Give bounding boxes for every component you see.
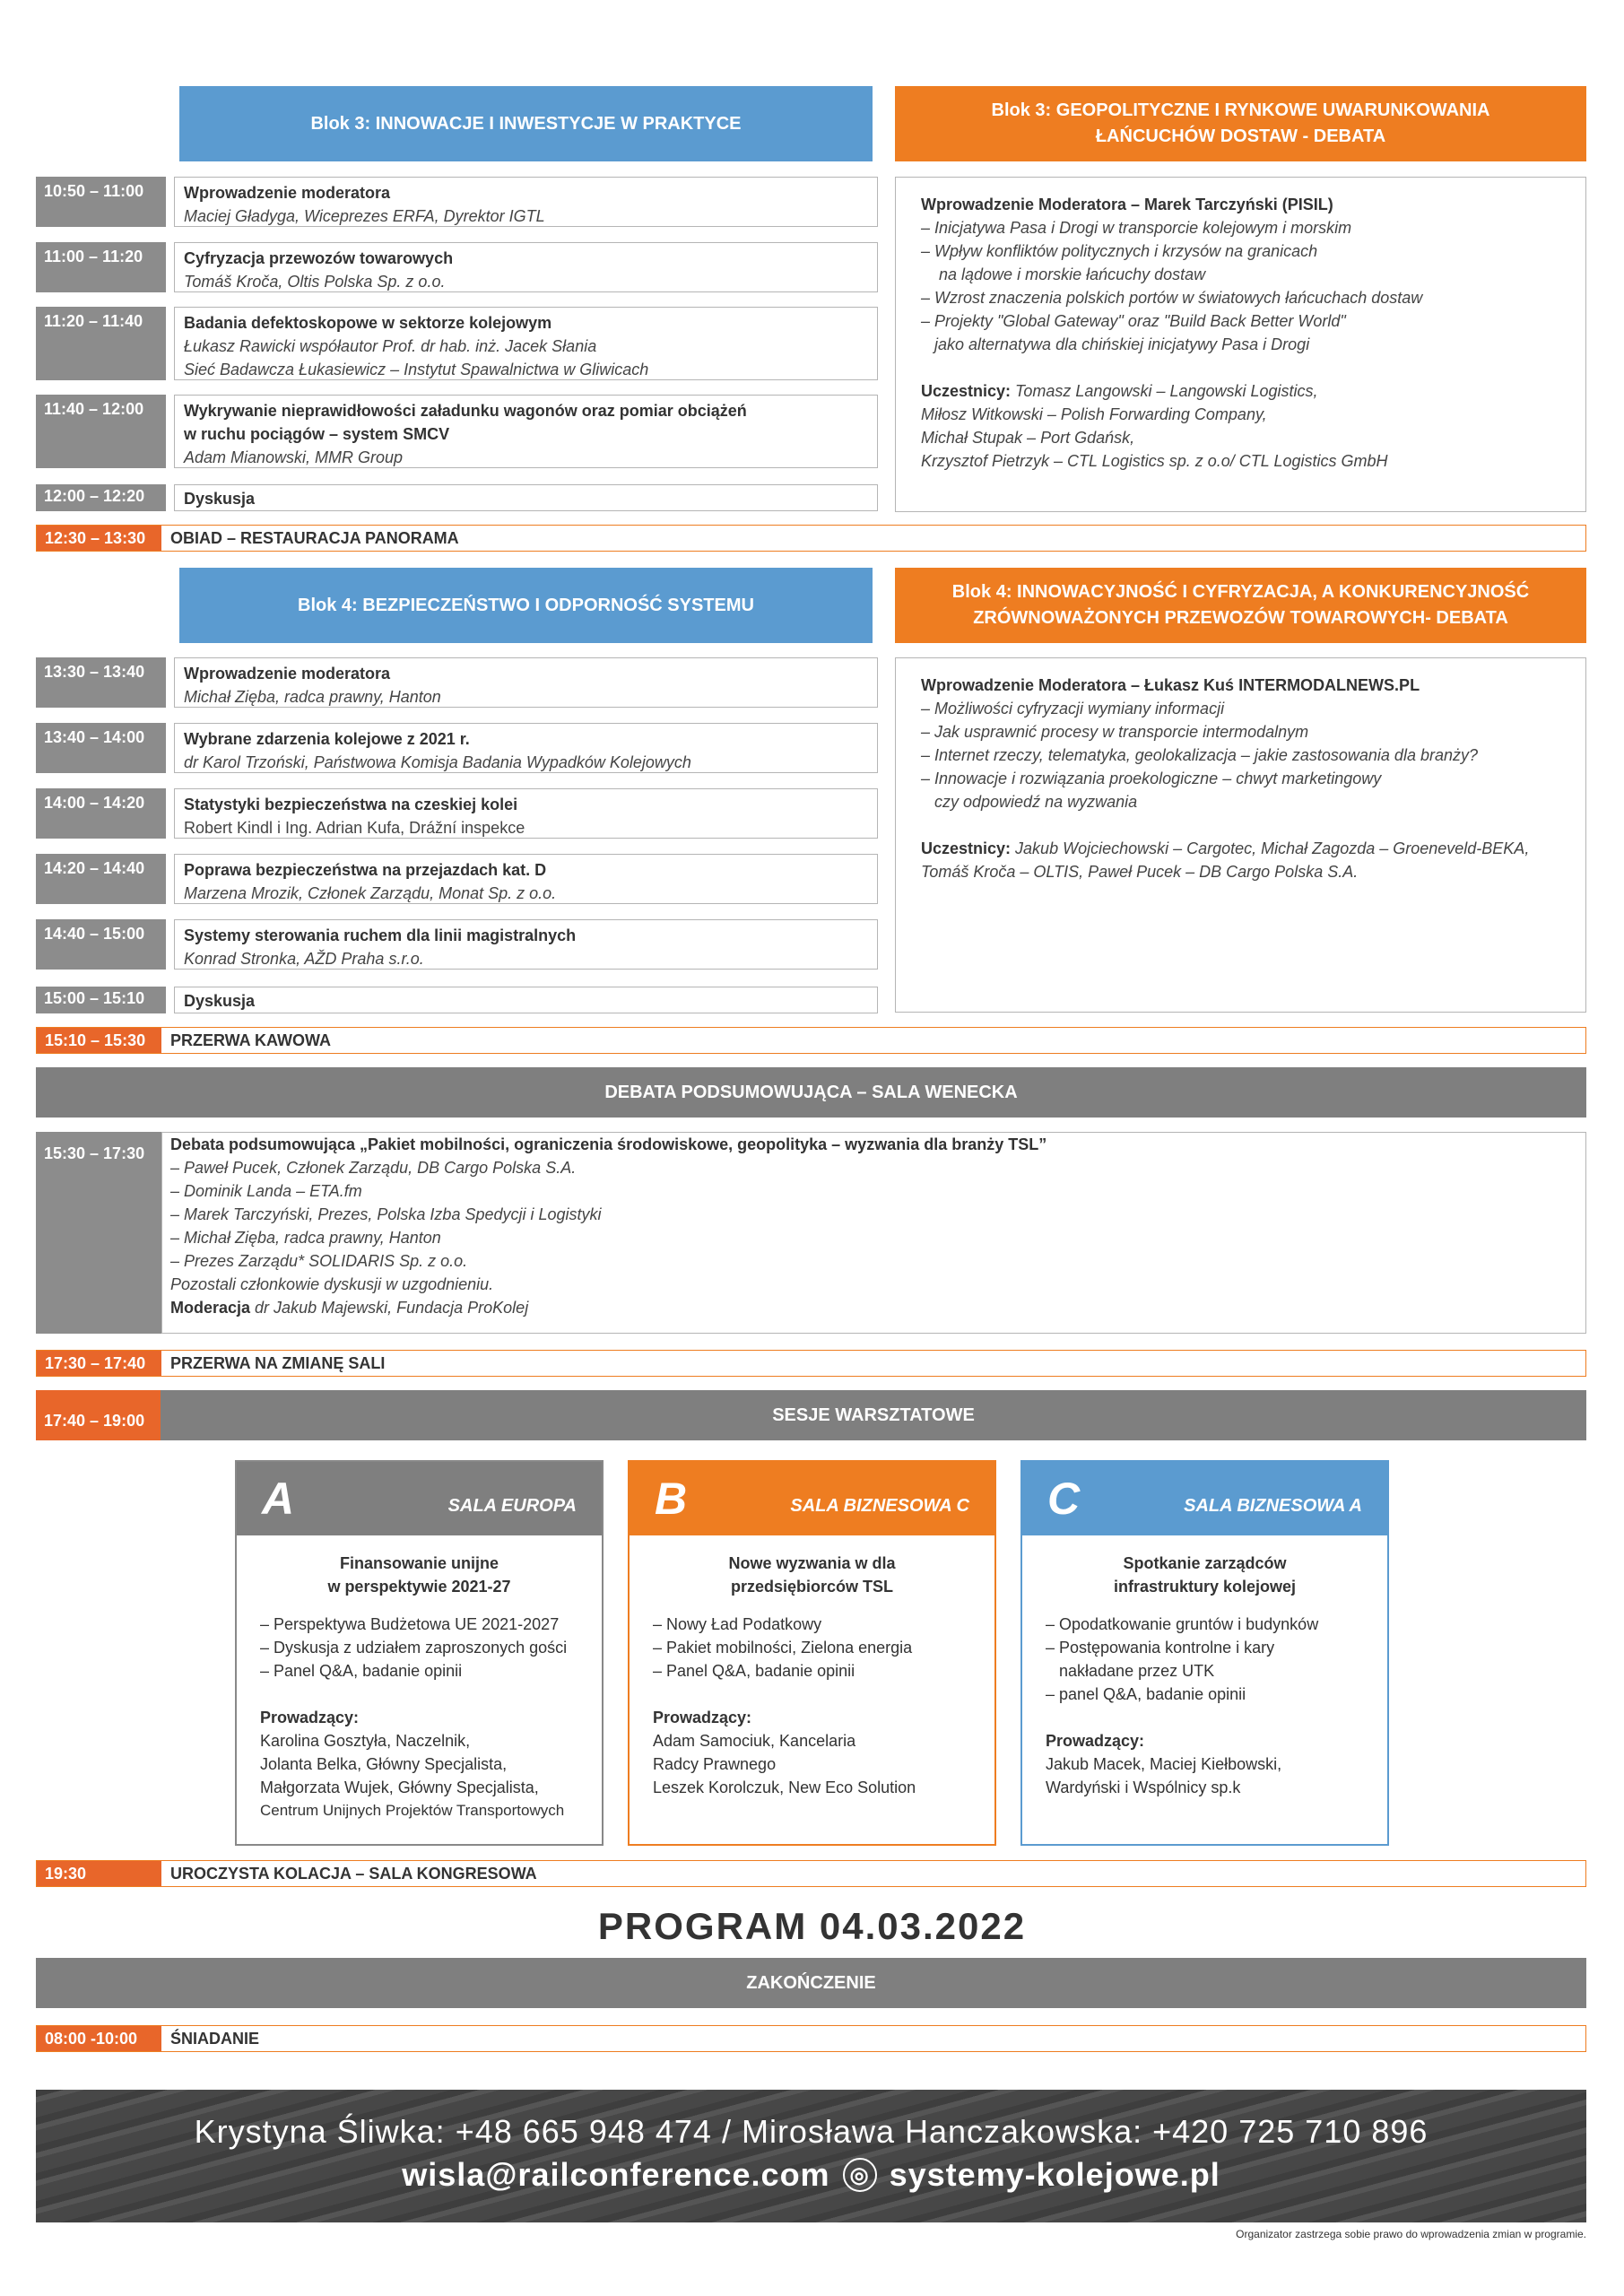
block3-debate-panel [895, 177, 1586, 512]
participant: Tomáš Kroča – OLTIS, Paweł Pucek – DB Cargo Polska S.A. [921, 863, 1359, 881]
workshops-header: SESJE WARSZTATOWE [161, 1390, 1586, 1440]
disclaimer: Organizator zastrzega sobie prawo do wprowadzenia zmian w programie. [1236, 2228, 1586, 2240]
debate-participant: – Michał Zięba, radca prawny, Hanton [170, 1229, 441, 1247]
lead-person: Karolina Gosztyła, Naczelnik, [260, 1732, 471, 1750]
row-speaker: Sieć Badawcza Łukasiewicz – Instytut Spawalnictwa w Gliwicach [184, 361, 649, 378]
row-content [174, 484, 878, 511]
row-time: 11:00 – 11:20 [36, 242, 166, 292]
title-line: przedsiębiorców TSL [730, 1578, 894, 1596]
workshop-point: – Postępowania kontrolne i kary [1046, 1639, 1275, 1657]
title-line: Spotkanie zarządców [1123, 1554, 1287, 1572]
title-line: Finansowanie unijne [339, 1554, 499, 1572]
workshop-c-header [1022, 1462, 1387, 1535]
workshop-point: – Pakiet mobilności, Zielona energia [653, 1639, 913, 1657]
debate-participant: – Prezes Zarządu* SOLIDARIS Sp. z o.o. [170, 1252, 468, 1270]
row-content [174, 177, 878, 227]
workshop-b-header [630, 1462, 994, 1535]
schedule-row [36, 484, 878, 511]
schedule-row [36, 657, 878, 708]
row-time: 10:50 – 11:00 [36, 177, 166, 227]
workshop-point: – Opodatkowanie gruntów i budynków [1046, 1615, 1319, 1633]
row-content [174, 723, 878, 773]
participant: Krzysztof Pietrzyk – CTL Logistics sp. z o.o/ CTL Logistics GmbH [921, 452, 1388, 470]
schedule-row [36, 723, 878, 773]
debate-point: – Możliwości cyfryzacji wymiany informacji [921, 700, 1225, 718]
bar-time: 08:00 -10:00 [37, 2026, 161, 2051]
workshop-b-card [628, 1460, 996, 1846]
schedule-row [36, 242, 878, 292]
row-speaker: Maciej Gładyga, Wiceprezes ERFA, Dyrektor IGTL [184, 207, 545, 225]
row-content [174, 987, 878, 1013]
schedule-row [36, 854, 878, 904]
moderation [170, 1296, 1577, 1319]
block3-right-header: Blok 3: GEOPOLITYCZNE I RYNKOWE UWARUNKOWANIA ŁAŃCUCHÓW DOSTAW - DEBATA [895, 86, 1586, 161]
row-content [174, 395, 878, 468]
row-time: 14:40 – 15:00 [36, 919, 166, 970]
debate-participant: – Paweł Pucek, Członek Zarządu, DB Cargo Polska S.A. [170, 1159, 577, 1177]
room-change-bar [36, 1350, 1586, 1377]
row-time: 14:20 – 14:40 [36, 854, 166, 904]
bar-label: OBIAD – RESTAURACJA PANORAMA [170, 528, 459, 547]
workshop-point: – Panel Q&A, badanie opinii [653, 1662, 855, 1680]
workshop-letter: C [1047, 1474, 1081, 1524]
title-line: w perspektywie 2021-27 [327, 1578, 511, 1596]
row-title: Wprowadzenie moderatora [184, 184, 391, 202]
debate-point: – Internet rzeczy, telematyka, geolokalizacja – jakie zastosowania dla branży? [921, 746, 1478, 764]
schedule-row [36, 395, 878, 468]
schedule-row [36, 919, 878, 970]
row-speaker: Konrad Stronka, AŽD Praha s.r.o. [184, 950, 424, 968]
debate-title: Debata podsumowująca „Pakiet mobilności, ograniczenia środowiskowe, geopolityka – wyzwania dla branży TSL” [170, 1135, 1047, 1153]
workshop-letter: A [262, 1474, 295, 1524]
bar-label: PRZERWA KAWOWA [170, 1031, 331, 1049]
row-speaker: dr Karol Trzoński, Państwowa Komisja Badania Wypadków Kolejowych [184, 753, 691, 771]
participants [921, 379, 1560, 403]
lead-person: Małgorzata Wujek, Główny Specjalista, [260, 1779, 539, 1796]
block4-right-header: Blok 4: INNOWACYJNOŚĆ I CYFRYZACJA, A KONKURENCYJNOŚĆ ZRÓWNOWAŻONYCH PRZEWOZÓW TOWAROWYCH- DEBATA [895, 568, 1586, 643]
workshops-time: 17:40 – 19:00 [36, 1390, 161, 1440]
bar-time: 19:30 [37, 1861, 161, 1886]
debate-point: czy odpowiedź na wyzwania [921, 793, 1138, 811]
row-speaker: Marzena Mrozik, Członek Zarządu, Monat Sp. z o.o. [184, 884, 557, 902]
debate-point: – Jak usprawnić procesy w transporcie intermodalnym [921, 723, 1309, 741]
workshop-point: nakładane przez UTK [1046, 1662, 1215, 1680]
row-title: Cyfryzacja przewozów towarowych [184, 249, 454, 267]
row-title: w ruchu pociągów – system SMCV [184, 425, 450, 443]
bar-label: UROCZYSTA KOLACJA – SALA KONGRESOWA [170, 1864, 537, 1883]
row-content [174, 919, 878, 970]
lunch-bar [36, 525, 1586, 552]
row-title: Wybrane zdarzenia kolejowe z 2021 r. [184, 730, 470, 748]
workshop-title [237, 1552, 602, 1598]
workshop-title [1022, 1552, 1387, 1598]
row-title: Systemy sterowania ruchem dla linii magistralnych [184, 926, 577, 944]
workshop-body [1022, 1613, 1387, 1799]
debate-point: – Projekty "Global Gateway" oraz "Build Back Better World" [921, 312, 1346, 330]
block4-left-header: Blok 4: BEZPIECZEŃSTWO I ODPORNOŚĆ SYSTEMU [179, 568, 873, 643]
workshop-point: – panel Q&A, badanie opinii [1046, 1685, 1246, 1703]
participant: Tomasz Langowski – Langowski Logistics, [1011, 382, 1318, 400]
debate-participant: – Dominik Landa – ETA.fm [170, 1182, 362, 1200]
row-speaker: Łukasz Rawicki współautor Prof. dr hab. inż. Jacek Słania [184, 337, 597, 355]
row-speaker: Tomáš Kroča, Oltis Polska Sp. z o.o. [184, 273, 446, 291]
moderator: dr Jakub Majewski, Fundacja ProKolej [250, 1299, 529, 1317]
workshop-point: – Dyskusja z udziałem zaproszonych gości [260, 1639, 568, 1657]
row-title: Wykrywanie nieprawidłowości załadunku wagonów oraz pomiar obciążeń [184, 402, 747, 420]
row-content [174, 657, 878, 708]
lead-label: Prowadzący: [260, 1709, 360, 1726]
lead-person: Centrum Unijnych Projektów Transportowych [260, 1802, 565, 1819]
lead-label: Prowadzący: [1046, 1732, 1145, 1750]
workshops-header-row [36, 1390, 1586, 1440]
contact-footer [36, 2090, 1586, 2222]
debate-point: – Inicjatywa Pasa i Drogi w transporcie kolejowym i morskim [921, 219, 1352, 237]
lead-person: Adam Samociuk, Kancelaria [653, 1732, 856, 1750]
debate-point: – Innowacje i rozwiązania proekologiczne – chwyt marketingowy [921, 770, 1382, 787]
row-title: Badania defektoskopowe w sektorze kolejowym [184, 314, 552, 332]
lead-person: Radcy Prawnego [653, 1755, 777, 1773]
row-content [174, 854, 878, 904]
debate-point: jako alternatywa dla chińskiej inicjatywy Pasa i Drogi [921, 335, 1310, 353]
workshop-letter: B [655, 1474, 688, 1524]
debate-point: – Wpływ konfliktów politycznych i krzysów na granicach [921, 242, 1318, 260]
participant: Miłosz Witkowski – Polish Forwarding Company, [921, 405, 1267, 423]
workshop-point: – Panel Q&A, badanie opinii [260, 1662, 463, 1680]
contact-email[interactable]: wisla@railconference.com [402, 2156, 830, 2193]
bar-time: 12:30 – 13:30 [37, 526, 161, 551]
row-time: 14:00 – 14:20 [36, 788, 166, 839]
row-time: 15:30 – 17:30 [36, 1132, 161, 1334]
participant: Michał Stupak – Port Gdańsk, [921, 429, 1135, 447]
moderator-intro: Wprowadzenie Moderatora – Marek Tarczyński (PISIL) [921, 196, 1333, 213]
contact-web [36, 2156, 1586, 2194]
title-line: Nowe wyzwania w dla [728, 1554, 896, 1572]
workshop-body [237, 1613, 602, 1822]
debate-point: na lądowe i morskie łańcuchy dostaw [921, 265, 1206, 283]
lead-person: Jolanta Belka, Główny Specjalista, [260, 1755, 508, 1773]
bar-time: 17:30 – 17:40 [37, 1351, 161, 1376]
workshop-room: SALA EUROPA [447, 1496, 577, 1516]
workshop-room: SALA BIZNESOWA A [1184, 1496, 1362, 1516]
coffee-bar [36, 1027, 1586, 1054]
gala-dinner-bar [36, 1860, 1586, 1887]
workshop-c-card [1020, 1460, 1389, 1846]
workshop-room: SALA BIZNESOWA C [790, 1496, 969, 1516]
row-time: 13:40 – 14:00 [36, 723, 166, 773]
bar-time: 15:10 – 15:30 [37, 1028, 161, 1053]
participant: Jakub Wojciechowski – Cargotec, Michał Zagozda – Groeneveld-BEKA, [1011, 839, 1530, 857]
lead-person: Wardyński i Wspólnicy sp.k [1046, 1779, 1241, 1796]
row-speaker: Adam Mianowski, MMR Group [184, 448, 404, 466]
bar-label: PRZERWA NA ZMIANĘ SALI [170, 1353, 386, 1372]
row-content [174, 307, 878, 380]
moderation-label: Moderacja [170, 1299, 251, 1317]
row-title: Dyskusja [184, 992, 256, 1010]
participants-label: Uczestnicy: [921, 839, 1012, 857]
row-content [174, 242, 878, 292]
schedule-row [36, 177, 878, 227]
workshop-body [630, 1613, 994, 1799]
row-content [161, 1132, 1586, 1334]
lead-person: Leszek Korolczuk, New Eco Solution [653, 1779, 916, 1796]
workshop-point: – Nowy Ład Podatkowy [653, 1615, 822, 1633]
schedule-row [36, 307, 878, 380]
summary-debate-row [36, 1132, 1586, 1334]
row-title: Dyskusja [184, 490, 256, 508]
schedule-row [36, 987, 878, 1013]
workshop-title [630, 1552, 994, 1598]
lead-label: Prowadzący: [653, 1709, 752, 1726]
contact-website[interactable]: systemy-kolejowe.pl [889, 2156, 1220, 2193]
moderator-intro: Wprowadzenie Moderatora – Łukasz Kuś INTERMODALNEWS.PL [921, 676, 1420, 694]
title-line: infrastruktury kolejowej [1113, 1578, 1297, 1596]
row-time: 12:00 – 12:20 [36, 484, 166, 511]
debate-participant: – Marek Tarczyński, Prezes, Polska Izba Spedycji i Logistyki [170, 1205, 602, 1223]
participants-label: Uczestnicy: [921, 382, 1012, 400]
closing-header: ZAKOŃCZENIE [36, 1958, 1586, 2008]
row-time: 15:00 – 15:10 [36, 987, 166, 1013]
debate-note: Pozostali członkowie dyskusji w uzgodnieniu. [170, 1275, 494, 1293]
participants [921, 837, 1560, 860]
contact-phones: Krystyna Śliwka: +48 665 948 474 / Mirosława Hanczakowska: +420 725 710 896 [194, 2113, 1429, 2150]
summary-debate-header: DEBATA PODSUMOWUJĄCA – SALA WENECKA [36, 1067, 1586, 1118]
schedule-row [36, 788, 878, 839]
workshop-point: – Perspektywa Budżetowa UE 2021-2027 [260, 1615, 560, 1633]
globe-icon: ◎ [843, 2158, 877, 2192]
debate-point: – Wzrost znaczenia polskich portów w światowych łańcuchach dostaw [921, 289, 1423, 307]
block4-debate-panel [895, 657, 1586, 1013]
row-time: 11:40 – 12:00 [36, 395, 166, 468]
row-title: Poprawa bezpieczeństwa na przejazdach kat. D [184, 861, 547, 879]
row-speaker: Michał Zięba, radca prawny, Hanton [184, 688, 441, 706]
row-title: Wprowadzenie moderatora [184, 665, 391, 683]
block3-left-header: Blok 3: INNOWACJE I INWESTYCJE W PRAKTYCE [179, 86, 873, 161]
breakfast-bar [36, 2025, 1586, 2052]
bar-label: ŚNIADANIE [170, 2029, 260, 2048]
row-content [174, 788, 878, 839]
row-time: 13:30 – 13:40 [36, 657, 166, 708]
workshop-a-card [235, 1460, 604, 1846]
row-speaker: Robert Kindl i Ing. Adrian Kufa, Drážní inspekce [184, 819, 525, 837]
workshop-a-header [237, 1462, 602, 1535]
row-time: 11:20 – 11:40 [36, 307, 166, 380]
lead-person: Jakub Macek, Maciej Kiełbowski, [1046, 1755, 1282, 1773]
program-title: PROGRAM 04.03.2022 [597, 1905, 1027, 1947]
row-title: Statystyki bezpieczeństwa na czeskiej kolei [184, 796, 518, 813]
